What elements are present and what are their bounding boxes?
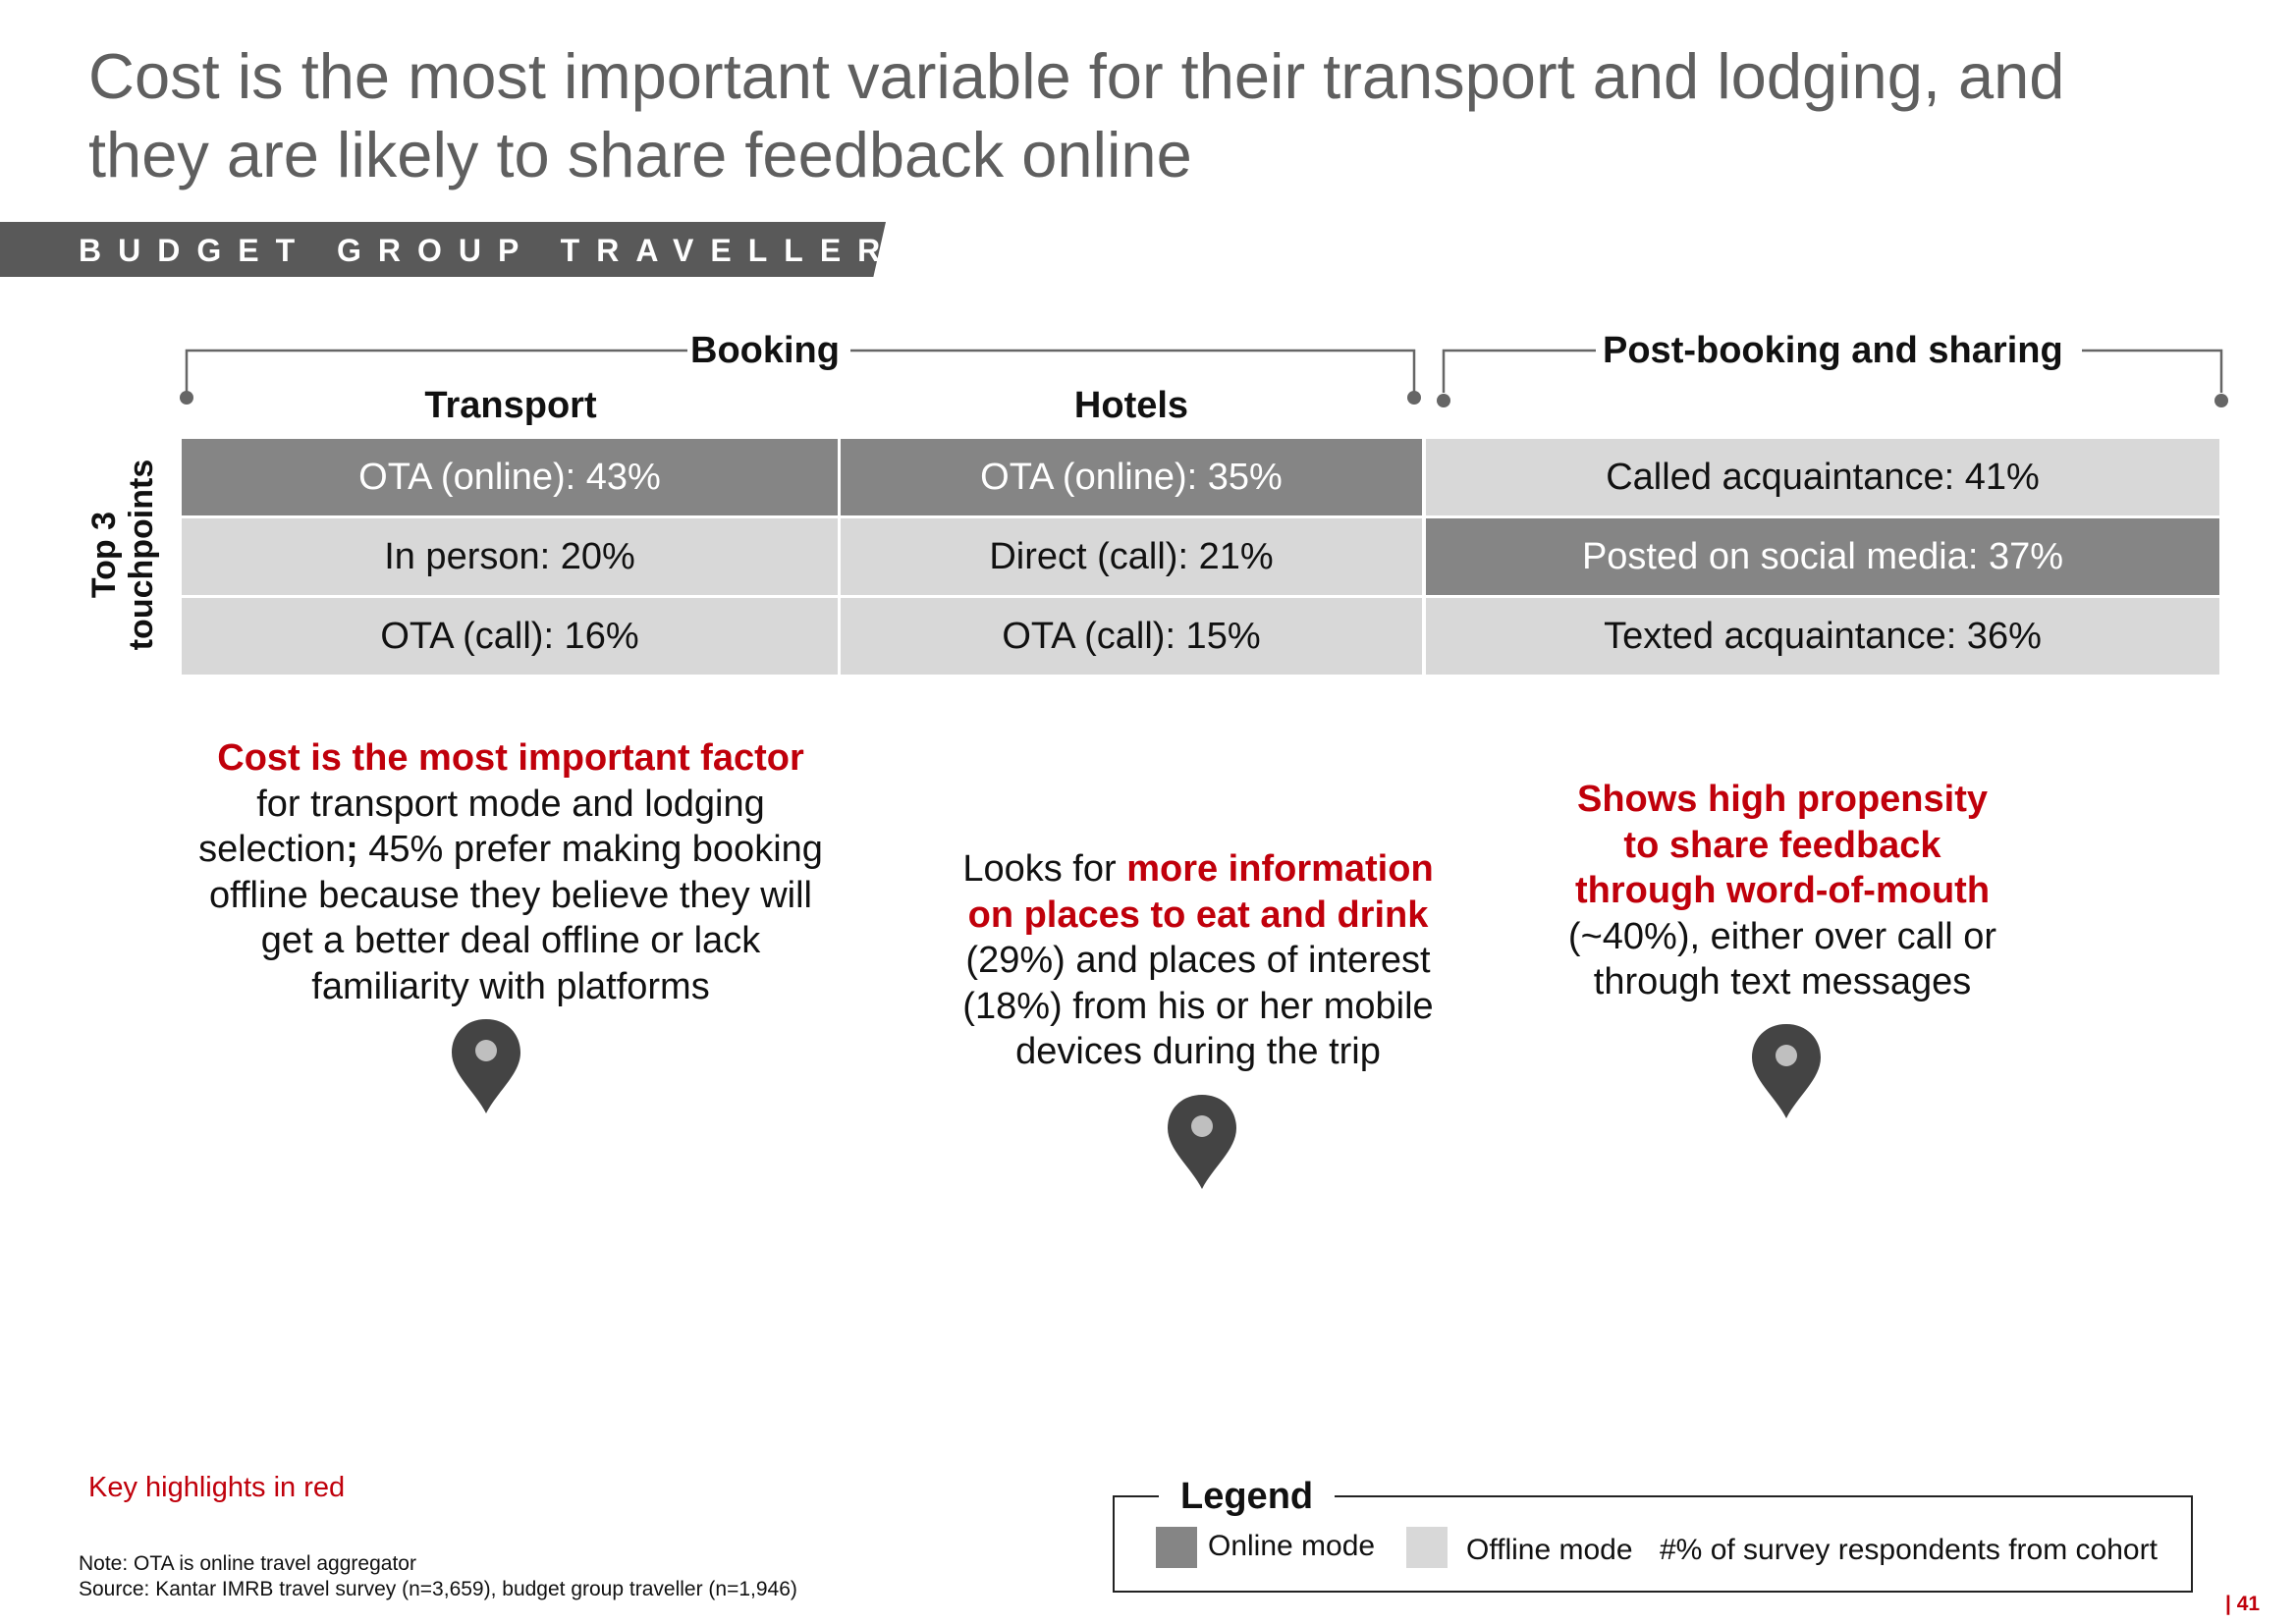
insight-cost-text: 45% prefer making booking	[357, 829, 823, 870]
legend-percent-label: #% of survey respondents from cohort	[1660, 1534, 2158, 1566]
source-note: Source: Kantar IMRB travel survey (n=3,659), budget group traveller (n=1,946)	[79, 1578, 797, 1600]
legend-offline-swatch	[1406, 1527, 1448, 1568]
insight-info-line: (29%) and places of interest	[965, 940, 1431, 981]
legend-online-label: Online mode	[1208, 1530, 1376, 1562]
legend-offline-label: Offline mode	[1466, 1534, 1633, 1566]
insight-cost-line: for transport mode and lodging	[256, 783, 765, 825]
key-highlights-note: Key highlights in red	[88, 1472, 346, 1503]
row-label-top3	[79, 459, 167, 651]
insight-feedback-line: (~40%), either over call or	[1567, 915, 1997, 957]
insight-cost	[147, 735, 874, 1009]
location-pin-icon	[448, 1017, 524, 1115]
insight-info-highlight: on places to eat and drink	[967, 893, 1429, 936]
insight-feedback-highlight: Shows high propensity	[1576, 779, 1989, 820]
hotels-cell-1: OTA (online): 35%	[841, 439, 1422, 515]
insight-cost-highlight: Cost is the most important factor	[217, 737, 804, 779]
insight-info-line	[903, 846, 1493, 893]
insight-info-text: Looks for	[962, 848, 1127, 890]
transport-cell-2: In person: 20%	[182, 518, 838, 595]
insight-cost-line	[147, 827, 874, 873]
row-label-line1: Top 3	[85, 511, 123, 599]
insight-feedback-line: through text messages	[1593, 961, 1972, 1002]
insight-feedback-highlight: through word-of-mouth	[1574, 870, 1991, 911]
insight-feedback	[1512, 777, 2052, 1005]
transport-cell-1: OTA (online): 43%	[182, 439, 838, 515]
insight-info-highlight: more information	[1126, 848, 1434, 890]
post-booking-header: Post-booking and sharing	[1603, 330, 2063, 371]
transport-cell-3: OTA (call): 16%	[182, 598, 838, 675]
post-booking-cell-1: Called acquaintance: 41%	[1426, 439, 2219, 515]
row-label-line2: touchpoints	[123, 459, 160, 651]
hotels-cell-2: Direct (call): 21%	[841, 518, 1422, 595]
post-booking-cell-2: Posted on social media: 37%	[1426, 518, 2219, 595]
transport-header: Transport	[424, 385, 597, 426]
insight-cost-line: familiarity with platforms	[311, 965, 710, 1007]
insight-info-line: devices during the trip	[1015, 1031, 1381, 1072]
insight-cost-line: get a better deal offline or lack	[260, 920, 761, 961]
insight-feedback-highlight: to share feedback	[1623, 824, 1941, 866]
page-number: | 41	[2225, 1593, 2261, 1615]
footnote: Note: OTA is online travel aggregator	[79, 1552, 416, 1575]
insight-cost-semicolon: ;	[346, 829, 358, 870]
insight-info-line: (18%) from his or her mobile	[962, 985, 1434, 1027]
insight-cost-text: selection	[198, 829, 347, 870]
booking-header: Booking	[690, 330, 840, 371]
post-booking-cell-3: Texted acquaintance: 36%	[1426, 598, 2219, 675]
legend-title: Legend	[1159, 1475, 1335, 1518]
location-pin-icon	[1748, 1022, 1825, 1120]
location-pin-icon	[1164, 1093, 1240, 1191]
insight-cost-line: offline because they believe they will	[208, 874, 812, 916]
hotels-header: Hotels	[1073, 385, 1189, 426]
legend-online-swatch	[1156, 1527, 1197, 1568]
hotels-cell-3: OTA (call): 15%	[841, 598, 1422, 675]
slide-title: Cost is the most important variable for their transport and lodging, and they are likely to share feedback online	[88, 40, 2065, 190]
cohort-banner-label: BUDGET GROUP TRAVELLER	[79, 233, 898, 268]
insight-info	[903, 846, 1493, 1075]
